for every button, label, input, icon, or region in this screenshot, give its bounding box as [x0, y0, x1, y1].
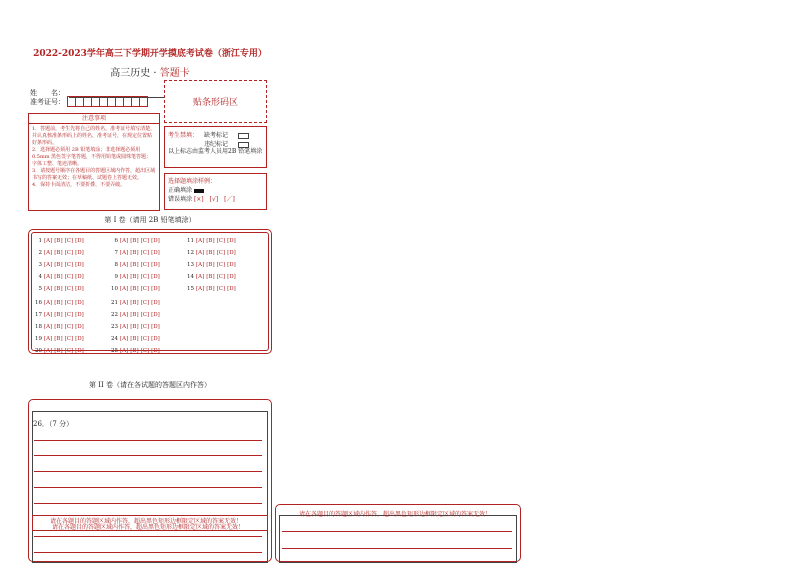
choice-bubble[interactable]: [B]	[206, 262, 215, 268]
answer-line[interactable]	[34, 440, 262, 441]
choice-bubble[interactable]: [A]	[120, 348, 129, 354]
violation-mark: 违纪标记	[204, 141, 229, 148]
choice-bubble[interactable]: [C]	[140, 312, 150, 318]
question-row	[186, 286, 238, 293]
choice-bubble[interactable]: [A]	[44, 312, 53, 318]
question-number: 7	[114, 250, 118, 256]
choice-bubble[interactable]: [C]	[64, 274, 74, 280]
note-item: 1．答题前，考生先将自己的姓名，准考证号填写清楚，并认真核准条形码上的姓名、准考证号，在规定位置贴好条形码。	[32, 126, 156, 146]
question-row	[110, 250, 162, 257]
choice-bubble[interactable]: [C]	[216, 286, 226, 292]
choice-bubble[interactable]: [C]	[64, 312, 74, 318]
choice-bubble[interactable]: [B]	[54, 336, 63, 342]
choice-bubble[interactable]: [D]	[75, 286, 84, 292]
status-note: 以上标志由监考人员用2B 铅笔填涂	[168, 148, 263, 155]
card-title-highlight: 答题卡	[159, 68, 190, 79]
question-number: 17	[35, 312, 42, 318]
choice-bubble[interactable]: [A]	[44, 348, 53, 354]
choice-bubble[interactable]: [D]	[227, 250, 236, 256]
notes-body	[29, 124, 159, 191]
question-row	[34, 348, 86, 355]
question-row	[110, 348, 162, 355]
choice-bubble[interactable]: [D]	[75, 324, 84, 330]
choice-bubble[interactable]: [D]	[151, 274, 160, 280]
question-row	[34, 324, 86, 331]
question-row	[34, 286, 86, 293]
note-item: 2．选择题必须用 2B 铅笔填涂；非选择题必须用 0.5mm 黑色签字笔答题，不得用铅笔或圆珠笔答题；字体工整、笔迹清晰。	[32, 147, 152, 167]
choice-bubble[interactable]: [C]	[64, 324, 74, 330]
choice-bubble[interactable]: [A]	[120, 274, 129, 280]
choice-bubble[interactable]: [D]	[151, 262, 160, 268]
question-row	[34, 336, 86, 343]
choice-bubble[interactable]: [A]	[120, 262, 129, 268]
choice-bubble[interactable]: [B]	[130, 250, 139, 256]
choice-bubble[interactable]: [D]	[75, 262, 84, 268]
id-digit-box[interactable]	[139, 96, 148, 107]
id-row	[30, 96, 148, 107]
choice-bubble[interactable]: [A]	[120, 336, 129, 342]
choice-bubble[interactable]: [A]	[196, 238, 205, 244]
choice-bubble[interactable]: [A]	[44, 262, 53, 268]
barcode-area	[164, 80, 267, 123]
question-row	[186, 262, 238, 269]
choice-bubble[interactable]: [A]	[120, 286, 129, 292]
warning-text: 请在各题目的答题区域内作答，超出黑色矩形边框限定区域的答案无效！	[299, 511, 492, 518]
violation-checkbox[interactable]	[238, 142, 249, 148]
filled-mark-icon	[194, 189, 204, 193]
choice-bubble[interactable]: [D]	[75, 238, 84, 244]
id-label: 准考证号：	[30, 97, 65, 106]
choice-bubble[interactable]: [A]	[120, 238, 129, 244]
choice-bubble[interactable]: [B]	[54, 238, 63, 244]
choice-bubble[interactable]: [D]	[151, 286, 160, 292]
question-row	[110, 336, 162, 343]
answer-line[interactable]	[34, 503, 262, 504]
question-number: 5	[38, 286, 42, 292]
card-title	[0, 64, 300, 79]
choice-bubble[interactable]: [C]	[140, 324, 150, 330]
choice-bubble[interactable]: [C]	[216, 262, 226, 268]
question-number: 25	[111, 348, 118, 354]
choice-bubble[interactable]: [D]	[75, 348, 84, 354]
question-number: 21	[111, 300, 118, 306]
choice-bubble[interactable]: [B]	[54, 262, 63, 268]
choice-bubble[interactable]: [D]	[227, 286, 236, 292]
choice-bubble[interactable]: [C]	[140, 262, 150, 268]
choice-bubble[interactable]: [B]	[130, 300, 139, 306]
choice-bubble[interactable]: [B]	[130, 274, 139, 280]
choice-bubble[interactable]: [D]	[75, 274, 84, 280]
choice-bubble[interactable]: [A]	[44, 336, 53, 342]
name-label: 姓 名：	[30, 89, 65, 97]
answer-line[interactable]	[34, 487, 262, 488]
multiple-choice-inner	[31, 232, 269, 354]
question-number: 4	[38, 274, 42, 280]
choice-bubble[interactable]: [B]	[206, 238, 215, 244]
choice-bubble[interactable]: [A]	[44, 250, 53, 256]
question-row	[34, 262, 86, 269]
absent-label: 考生禁填：	[168, 132, 199, 139]
choice-bubble[interactable]: [A]	[196, 274, 205, 280]
answer-line[interactable]	[34, 455, 262, 456]
choice-bubble[interactable]: [C]	[64, 300, 74, 306]
choice-bubble[interactable]: [B]	[54, 274, 63, 280]
question-row	[110, 324, 162, 331]
choice-bubble[interactable]: [B]	[54, 324, 63, 330]
choice-bubble[interactable]: [A]	[44, 274, 53, 280]
choice-bubble[interactable]: [D]	[75, 336, 84, 342]
id-boxes[interactable]	[68, 96, 148, 107]
question-row	[110, 300, 162, 307]
choice-bubble[interactable]: [A]	[44, 238, 53, 244]
question-number: 18	[35, 324, 42, 330]
question-number: 11	[187, 238, 194, 244]
question-number: 23	[111, 324, 118, 330]
question-row	[34, 238, 86, 245]
choice-bubble[interactable]: [D]	[227, 238, 236, 244]
choice-bubble[interactable]: [C]	[140, 238, 150, 244]
question-number: 24	[111, 336, 118, 342]
choice-bubble[interactable]: [D]	[151, 238, 160, 244]
choice-bubble[interactable]: [B]	[54, 300, 63, 306]
choice-bubble[interactable]: [B]	[54, 312, 63, 318]
question-row	[110, 262, 162, 269]
question-number: 12	[187, 250, 194, 256]
question-number: 15	[187, 286, 194, 292]
choice-bubble[interactable]: [B]	[130, 262, 139, 268]
status-box	[164, 126, 267, 168]
question-row	[34, 300, 86, 307]
choice-bubble[interactable]: [A]	[44, 286, 53, 292]
choice-bubble[interactable]: [B]	[206, 274, 215, 280]
part1-title: 第 I 卷（请用 2B 铅笔填涂）	[104, 216, 196, 224]
question-number: 2	[38, 250, 42, 256]
barcode-label: 贴条形码区	[192, 98, 238, 108]
choice-bubble[interactable]: [C]	[216, 238, 226, 244]
question-number: 13	[187, 262, 194, 268]
question-number: 14	[187, 274, 194, 280]
choice-bubble[interactable]: [A]	[120, 250, 129, 256]
choice-bubble[interactable]: [A]	[120, 324, 129, 330]
question-number: 19	[35, 336, 42, 342]
question-number: 10	[111, 286, 118, 292]
choice-bubble[interactable]: [B]	[54, 286, 63, 292]
choice-bubble[interactable]: [C]	[64, 238, 74, 244]
choice-bubble[interactable]: [B]	[206, 286, 215, 292]
choice-bubble[interactable]: [D]	[151, 312, 160, 318]
choice-bubble[interactable]: [D]	[151, 336, 160, 342]
question-row	[34, 312, 86, 319]
choice-bubble[interactable]: [C]	[64, 286, 74, 292]
choice-bubble[interactable]: [B]	[130, 324, 139, 330]
absent-mark: 缺考标记	[204, 132, 229, 139]
question-row	[186, 238, 238, 245]
question-number: 3	[38, 262, 42, 268]
correct-label: 正确填涂	[168, 187, 193, 194]
choice-bubble[interactable]: [C]	[64, 262, 74, 268]
choice-bubble[interactable]: [D]	[75, 250, 84, 256]
choice-bubble[interactable]: [A]	[44, 324, 53, 330]
choice-bubble[interactable]: [C]	[140, 274, 150, 280]
choice-bubble[interactable]: [C]	[64, 348, 74, 354]
choice-bubble[interactable]: [B]	[54, 250, 63, 256]
q26-label: 26．（7 分）	[33, 420, 74, 428]
question-row	[186, 250, 238, 257]
question-number: 16	[35, 300, 42, 306]
question-number: 22	[111, 312, 118, 318]
choice-bubble[interactable]: [D]	[151, 250, 160, 256]
choice-bubble[interactable]: [C]	[64, 336, 74, 342]
note-item: 4．保持卡面清洁，不要折叠、不要弄破。	[32, 182, 126, 188]
choice-bubble[interactable]: [B]	[54, 348, 63, 354]
choice-bubble[interactable]: [A]	[120, 312, 129, 318]
choice-bubble[interactable]: [D]	[151, 348, 160, 354]
note-item: 3．请按题号顺序在各题目的答题区域内作答，超出区域书写的答案无效；在草稿纸、试题卷上答题无效。	[32, 168, 156, 181]
wrong-label: 错误填涂	[168, 196, 193, 203]
card-title-main: 高三历史 ·	[110, 68, 160, 79]
warning-text: 请在各题目的答题区域内作答，超出黑色矩形边框限定区域的答案无效！	[52, 524, 245, 531]
notes-box	[28, 113, 160, 211]
choice-bubble[interactable]: [C]	[140, 250, 150, 256]
answer-line[interactable]	[34, 536, 262, 537]
question-row	[110, 238, 162, 245]
question-number: 1	[38, 238, 42, 244]
choice-bubble[interactable]: [D]	[227, 262, 236, 268]
choice-bubble[interactable]: [D]	[151, 324, 160, 330]
choice-bubble[interactable]: [B]	[130, 312, 139, 318]
choice-bubble[interactable]: [D]	[151, 300, 160, 306]
warning-text: 请在各题目的答题区域内作答，超出黑色矩形边框限定区域的答案无效！	[50, 518, 243, 525]
choice-bubble[interactable]: [C]	[64, 250, 74, 256]
absent-checkbox[interactable]	[238, 133, 249, 139]
question-row	[110, 286, 162, 293]
answer-box-continued-inner	[279, 515, 517, 563]
question-row	[34, 250, 86, 257]
exam-title: 2022-2023学年高三下学期开学摸底考试卷（浙江专用）	[33, 49, 267, 59]
sample-heading: 选择题填涂样例：	[168, 178, 217, 185]
choice-bubble[interactable]: [B]	[130, 336, 139, 342]
answer-line[interactable]	[34, 552, 262, 553]
choice-bubble[interactable]: [C]	[216, 274, 226, 280]
choice-bubble[interactable]: [B]	[130, 286, 139, 292]
question-row	[186, 274, 238, 281]
part2-title: 第 II 卷（请在各试题的答题区内作答）	[89, 381, 211, 389]
answer-line[interactable]	[282, 531, 512, 532]
question-row	[110, 274, 162, 281]
choice-bubble[interactable]: [C]	[140, 348, 150, 354]
choice-bubble[interactable]: [D]	[75, 312, 84, 318]
notes-heading: 注意事项	[29, 114, 159, 124]
sample-box	[164, 173, 267, 210]
choice-bubble[interactable]: [B]	[130, 348, 139, 354]
question-number: 9	[114, 274, 118, 280]
question-row	[34, 274, 86, 281]
wrong-examples: [×] [√] [／]	[193, 196, 235, 203]
question-row	[110, 312, 162, 319]
choice-bubble[interactable]: [B]	[130, 238, 139, 244]
choice-bubble[interactable]: [C]	[140, 286, 150, 292]
choice-bubble[interactable]: [A]	[44, 300, 53, 306]
choice-bubble[interactable]: [B]	[206, 250, 215, 256]
answer-line[interactable]	[34, 471, 262, 472]
choice-bubble[interactable]: [C]	[140, 300, 150, 306]
choice-bubble[interactable]: [A]	[196, 286, 205, 292]
question-number: 8	[114, 262, 118, 268]
choice-bubble[interactable]: [C]	[140, 336, 150, 342]
choice-bubble[interactable]: [A]	[196, 250, 205, 256]
answer-line[interactable]	[282, 548, 512, 549]
choice-bubble[interactable]: [D]	[227, 274, 236, 280]
choice-bubble[interactable]: [D]	[75, 300, 84, 306]
multiple-choice-box	[28, 229, 272, 354]
question-number: 6	[114, 238, 118, 244]
choice-bubble[interactable]: [A]	[120, 300, 129, 306]
choice-bubble[interactable]: [C]	[216, 250, 226, 256]
choice-bubble[interactable]: [A]	[196, 262, 205, 268]
question-number: 20	[35, 348, 42, 354]
